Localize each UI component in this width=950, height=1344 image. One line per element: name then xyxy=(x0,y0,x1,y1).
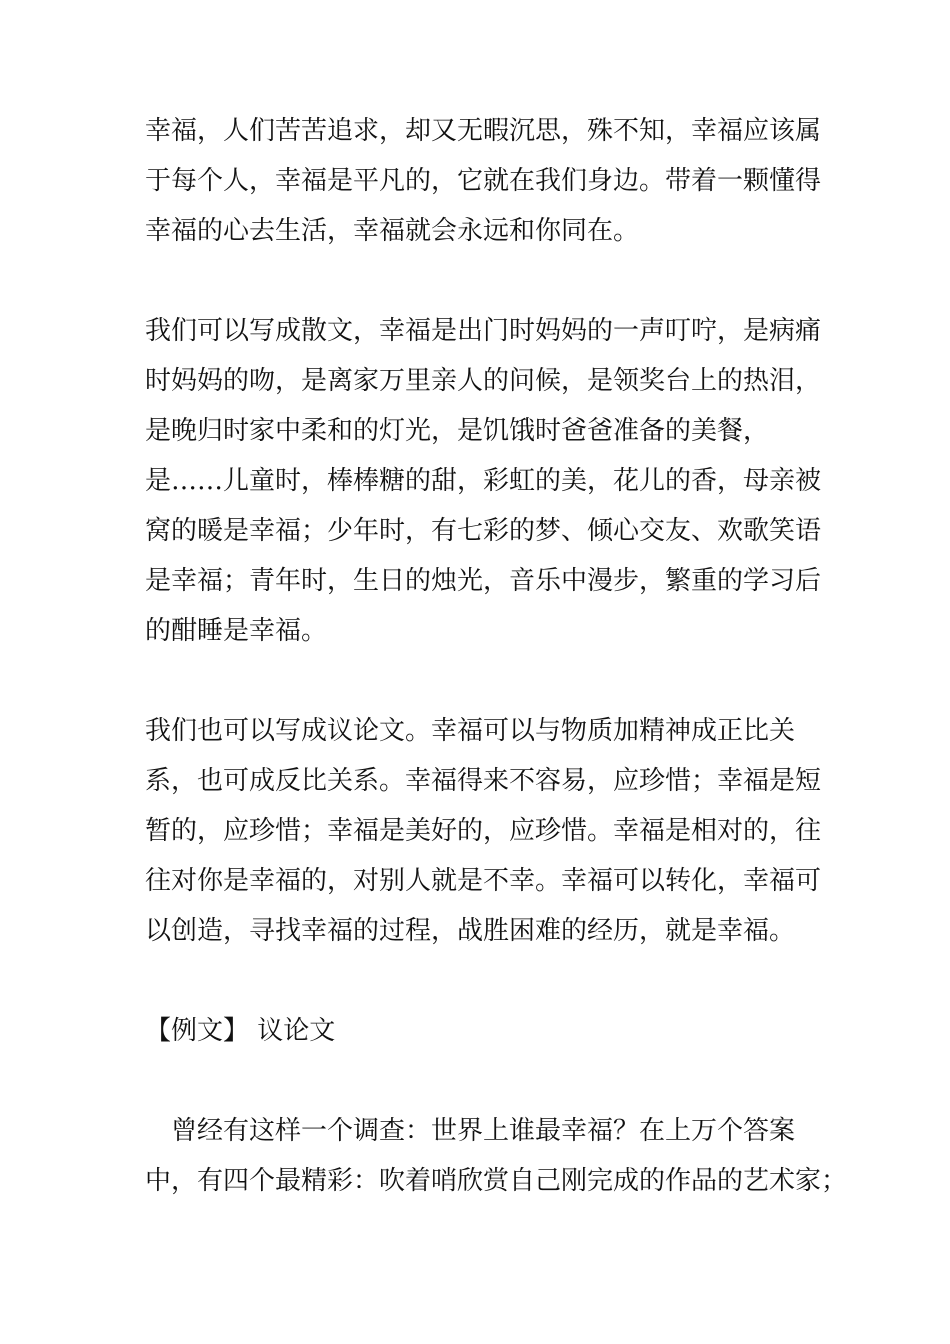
paragraph-3-line-1: 我们也可以写成议论文。幸福可以与物质加精神成正比关 xyxy=(145,716,796,746)
paragraph-3-line-3: 暂的，应珍惜；幸福是美好的，应珍惜。幸福是相对的，往 xyxy=(145,816,822,846)
paragraph-3-line-2: 系，也可成反比关系。幸福得来不容易，应珍惜；幸福是短 xyxy=(145,766,822,796)
paragraph-2-line-2: 时妈妈的吻，是离家万里亲人的问候，是领奖台上的热泪， xyxy=(145,366,822,396)
paragraph-2-line-6: 是幸福；青年时，生日的烛光，音乐中漫步，繁重的学习后 xyxy=(145,566,822,596)
paragraph-5-line-2: 中，有四个最精彩：吹着哨欣赏自己刚完成的作品的艺术家； xyxy=(145,1166,848,1196)
paragraph-2-line-4: 是……儿童时，棒棒糖的甜，彩虹的美，花儿的香，母亲被 xyxy=(145,466,822,496)
paragraph-3-line-4: 往对你是幸福的，对别人就是不幸。幸福可以转化，幸福可 xyxy=(145,866,822,896)
paragraph-1-line-1: 幸福，人们苦苦追求，却又无暇沉思，殊不知，幸福应该属 xyxy=(145,116,822,146)
example-heading: 【例文】 议论文 xyxy=(145,1016,336,1046)
paragraph-2-line-3: 是晚归时家中柔和的灯光，是饥饿时爸爸准备的美餐， xyxy=(145,416,770,446)
paragraph-1-line-3: 幸福的心去生活，幸福就会永远和你同在。 xyxy=(145,216,640,246)
paragraph-3-line-5: 以创造，寻找幸福的过程，战胜困难的经历，就是幸福。 xyxy=(145,916,796,946)
paragraph-2-line-5: 窝的暖是幸福；少年时，有七彩的梦、倾心交友、欢歌笑语 xyxy=(145,516,822,546)
paragraph-5-line-1: 曾经有这样一个调查：世界上谁最幸福？在上万个答案 xyxy=(145,1116,796,1146)
paragraph-1-line-2: 于每个人，幸福是平凡的，它就在我们身边。带着一颗懂得 xyxy=(145,166,822,196)
paragraph-2-line-1: 我们可以写成散文，幸福是出门时妈妈的一声叮咛，是病痛 xyxy=(145,316,822,346)
paragraph-2-line-7: 的酣睡是幸福。 xyxy=(145,616,328,646)
